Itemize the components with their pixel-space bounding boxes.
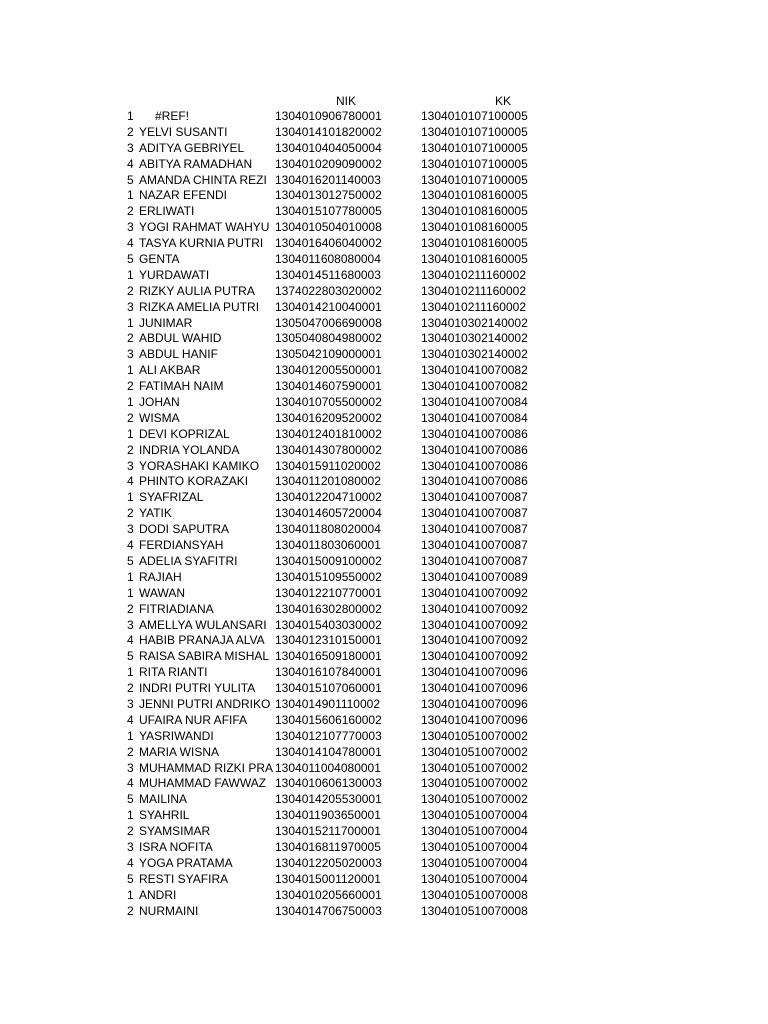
row-kk: 1304010302140002: [421, 315, 528, 330]
row-number: 5: [127, 172, 134, 187]
row-name: ANDRI: [139, 887, 177, 902]
row-number: 2: [127, 506, 134, 521]
row-nik: 1304011004080001: [275, 760, 381, 775]
row-kk: 1304010510070008: [421, 903, 528, 918]
row-name: DODI SAPUTRA: [139, 522, 230, 537]
row-nik: 1304015107060001: [275, 681, 382, 696]
table-row: [0, 490, 768, 506]
table-row: [0, 379, 768, 395]
table-row: [0, 681, 768, 697]
row-name: INDRIA YOLANDA: [139, 442, 240, 457]
row-kk: 1304010107100005: [421, 109, 528, 123]
row-name: AMELLYA WULANSARI: [139, 617, 267, 632]
row-kk: 1304010410070087: [421, 538, 528, 553]
row-kk: 1304010108160005: [421, 220, 528, 235]
data-rows: [0, 109, 768, 919]
row-number: 1: [127, 728, 134, 743]
row-nik: 1304012210770001: [275, 585, 382, 600]
row-name: SYAFRIZAL: [139, 490, 204, 505]
table-row: [0, 236, 768, 252]
row-nik: 1304011808020004: [275, 522, 381, 537]
row-number: 1: [127, 188, 134, 203]
row-number: 2: [127, 283, 134, 298]
row-number: 1: [127, 569, 134, 584]
row-nik: 1304014104780001: [275, 744, 382, 759]
row-name: FITRIADIANA: [139, 601, 214, 616]
row-name: FATIMAH NAIM: [139, 379, 224, 394]
row-number: 1: [127, 887, 134, 902]
row-number: 1: [127, 808, 134, 823]
row-nik: 1304014607590001: [275, 379, 382, 394]
row-number: 1: [127, 363, 134, 378]
table-row: [0, 173, 768, 189]
row-nik: 1304010504010008: [275, 220, 382, 235]
table-row: [0, 427, 768, 443]
row-nik: 1304012205020003: [275, 855, 382, 870]
table-row: [0, 331, 768, 347]
header-nik: NIK: [336, 94, 357, 108]
table-row: [0, 109, 768, 125]
table-row: [0, 808, 768, 824]
row-kk: 1304010410070092: [421, 601, 528, 616]
row-name: RIZKA AMELIA PUTRI: [139, 299, 260, 314]
row-nik: 1304015107780005: [275, 204, 382, 219]
table-row: [0, 363, 768, 379]
row-name: ABITYA RAMADHAN: [139, 156, 253, 171]
row-nik: 1304011903650001: [275, 808, 381, 823]
row-number: 1: [127, 395, 134, 410]
row-kk: 1304010510070004: [421, 839, 528, 854]
row-name: UFAIRA NUR AFIFA: [139, 712, 248, 727]
row-name: WISMA: [139, 410, 180, 425]
row-name: ISRA NOFITA: [139, 839, 213, 854]
table-row: [0, 618, 768, 634]
row-nik: 1304015009100002: [275, 553, 382, 568]
row-nik: 1304010906780001: [275, 109, 382, 123]
row-kk: 1304010410070084: [421, 395, 528, 410]
row-nik: 1304012107770003: [275, 728, 382, 743]
table-row: [0, 745, 768, 761]
row-kk: 1304010510070002: [421, 776, 528, 791]
row-kk: 1304010410070096: [421, 696, 528, 711]
row-name: RESTI SYAFIRA: [139, 871, 229, 886]
row-number: 5: [127, 252, 134, 267]
row-number: 1: [127, 109, 134, 123]
row-number: 1: [127, 490, 134, 505]
row-number: 3: [127, 760, 134, 775]
row-nik: 1304012310150001: [275, 633, 382, 648]
row-kk: 1304010410070087: [421, 490, 528, 505]
row-nik: 1304014706750003: [275, 903, 382, 918]
row-kk: 1304010410070096: [421, 665, 528, 680]
row-nik: 1304010705500002: [275, 395, 382, 410]
row-name: ADELIA SYAFITRI: [139, 553, 238, 568]
row-nik: 1304015109550002: [275, 569, 382, 584]
table-row: [0, 220, 768, 236]
table-row: [0, 506, 768, 522]
table-row: [0, 761, 768, 777]
table-row: [0, 904, 768, 920]
table-row: [0, 872, 768, 888]
row-number: 5: [127, 649, 134, 664]
table-row: [0, 570, 768, 586]
row-kk: 1304010410070084: [421, 410, 528, 425]
row-nik: 1304015001120001: [275, 871, 381, 886]
table-row: [0, 586, 768, 602]
row-name: RAJIAH: [139, 569, 182, 584]
table-row: [0, 141, 768, 157]
row-number: 3: [127, 220, 134, 235]
row-nik: 1304016509180001: [275, 649, 382, 664]
row-nik: 1304016209520002: [275, 410, 382, 425]
table-row: [0, 157, 768, 173]
row-number: 3: [127, 347, 134, 362]
table-row: [0, 554, 768, 570]
row-nik: 1304014511680003: [275, 267, 381, 282]
row-kk: 1304010410070092: [421, 585, 528, 600]
row-name: RITA RIANTI: [139, 665, 208, 680]
row-name: FERDIANSYAH: [139, 538, 224, 553]
row-nik: 1304010209090002: [275, 156, 382, 171]
row-number: 3: [127, 839, 134, 854]
row-name: YURDAWATI: [139, 267, 210, 282]
row-kk: 1304010108160005: [421, 252, 528, 267]
row-name: SYAMSIMAR: [139, 824, 211, 839]
table-row: [0, 888, 768, 904]
table-row: [0, 665, 768, 681]
row-kk: 1304010410070082: [421, 363, 528, 378]
row-number: 3: [127, 522, 134, 537]
row-nik: 1304014101820002: [275, 124, 382, 139]
header-kk: KK: [495, 94, 512, 108]
row-number: 2: [127, 601, 134, 616]
row-kk: 1304010302140002: [421, 347, 528, 362]
row-number: 4: [127, 474, 134, 489]
row-number: 3: [127, 299, 134, 314]
row-nik: 1304016107840001: [275, 665, 382, 680]
row-kk: 1304010510070004: [421, 855, 528, 870]
row-name: PHINTO KORAZAKI: [139, 474, 249, 489]
table-row: [0, 268, 768, 284]
row-number: 4: [127, 855, 134, 870]
row-number: 1: [127, 315, 134, 330]
table-row: [0, 443, 768, 459]
table-row: [0, 713, 768, 729]
row-kk: 1304010107100005: [421, 140, 528, 155]
row-number: 3: [127, 617, 134, 632]
row-nik: 1304012204710002: [275, 490, 382, 505]
row-number: 1: [127, 426, 134, 441]
row-number: 4: [127, 538, 134, 553]
row-kk: 1304010410070087: [421, 506, 528, 521]
row-nik: 1304016302800002: [275, 601, 382, 616]
row-kk: 1304010510070004: [421, 824, 528, 839]
row-kk: 1304010108160005: [421, 188, 528, 203]
row-nik: 1304016406040002: [275, 236, 382, 251]
row-kk: 1304010410070086: [421, 474, 528, 489]
row-number: 4: [127, 712, 134, 727]
row-nik: 1304012401810002: [275, 426, 382, 441]
row-name: MAILINA: [139, 792, 188, 807]
row-name: YATIK: [139, 506, 172, 521]
row-nik: 1304011803060001: [275, 538, 381, 553]
row-kk: 1304010510070008: [421, 887, 528, 902]
row-name: NURMAINI: [139, 903, 199, 918]
row-name: RAISA SABIRA MISHAL: [139, 649, 270, 664]
row-kk: 1304010510070002: [421, 744, 528, 759]
table-row: [0, 776, 768, 792]
row-number: 5: [127, 792, 134, 807]
row-name: ALI AKBAR: [139, 363, 201, 378]
row-kk: 1304010107100005: [421, 156, 528, 171]
row-name: ABDUL WAHID: [139, 331, 222, 346]
row-name: JENNI PUTRI ANDRIKO: [139, 696, 271, 711]
table-row: [0, 411, 768, 427]
row-kk: 1304010410070086: [421, 426, 528, 441]
row-nik: 1304012005500001: [275, 363, 382, 378]
row-number: 2: [127, 204, 134, 219]
row-name: WAWAN: [139, 585, 185, 600]
table-row: [0, 188, 768, 204]
table-row: [0, 840, 768, 856]
row-nik: 1304011201080002: [275, 474, 381, 489]
row-name: ADITYA GEBRIYEL: [139, 140, 245, 155]
row-kk: 1304010108160005: [421, 236, 528, 251]
row-nik: 1304011608080004: [275, 252, 381, 267]
row-kk: 1304010211160002: [421, 283, 526, 298]
row-number: 1: [127, 267, 134, 282]
row-nik: 1304014205530001: [275, 792, 382, 807]
row-number: 2: [127, 410, 134, 425]
row-kk: 1304010410070087: [421, 522, 528, 537]
table-row: [0, 316, 768, 332]
row-name: ABDUL HANIF: [139, 347, 218, 362]
table-row: [0, 300, 768, 316]
row-name: AMANDA CHINTA REZI: [139, 172, 267, 187]
row-number: 1: [127, 665, 134, 680]
row-number: 3: [127, 458, 134, 473]
row-name: INDRI PUTRI YULITA: [139, 681, 256, 696]
table-row: [0, 284, 768, 300]
table-row: [0, 824, 768, 840]
table-row: [0, 538, 768, 554]
row-nik: 1305040804980002: [275, 331, 382, 346]
row-nik: 1304015911020002: [275, 458, 381, 473]
row-kk: 1304010410070096: [421, 681, 528, 696]
row-kk: 1304010107100005: [421, 124, 528, 139]
row-name: YASRIWANDI: [139, 728, 214, 743]
row-kk: 1304010302140002: [421, 331, 528, 346]
table-row: [0, 125, 768, 141]
row-name: GENTA: [139, 252, 180, 267]
table-row: [0, 459, 768, 475]
row-kk: 1304010107100005: [421, 172, 528, 187]
row-kk: 1304010108160005: [421, 204, 528, 219]
row-number: 2: [127, 124, 134, 139]
row-nik: 1304013012750002: [275, 188, 382, 203]
row-number: 2: [127, 442, 134, 457]
row-kk: 1304010510070004: [421, 808, 528, 823]
row-kk: 1304010211160002: [421, 267, 526, 282]
row-nik: 1304014307800002: [275, 442, 382, 457]
row-number: 2: [127, 824, 134, 839]
row-kk: 1304010410070086: [421, 442, 528, 457]
row-nik: 1304010606130003: [275, 776, 382, 791]
row-kk: 1304010510070004: [421, 871, 528, 886]
row-name: RIZKY AULIA PUTRA: [139, 283, 255, 298]
row-nik: 1304014605720004: [275, 506, 382, 521]
row-nik: 1304010404050004: [275, 140, 382, 155]
row-name: SYAHRIL: [139, 808, 190, 823]
row-name: #REF!: [155, 109, 190, 123]
row-nik: 1374022803020002: [275, 283, 382, 298]
row-kk: 1304010211160002: [421, 299, 526, 314]
row-nik: 1304014901110002: [275, 696, 380, 711]
row-kk: 1304010510070002: [421, 792, 528, 807]
row-nik: 1305042109000001: [275, 347, 382, 362]
row-kk: 1304010410070092: [421, 617, 528, 632]
row-nik: 1304016811970005: [275, 839, 381, 854]
table-row: [0, 204, 768, 220]
row-number: 4: [127, 776, 134, 791]
row-kk: 1304010410070092: [421, 649, 528, 664]
row-number: 3: [127, 696, 134, 711]
row-name: JOHAN: [139, 395, 180, 410]
row-nik: 1304014210040001: [275, 299, 382, 314]
row-name: YOGI RAHMAT WAHYU: [139, 220, 270, 235]
table-row: [0, 522, 768, 538]
row-nik: 1305047006690008: [275, 315, 382, 330]
row-kk: 1304010510070002: [421, 760, 528, 775]
row-number: 5: [127, 871, 134, 886]
row-number: 2: [127, 744, 134, 759]
table-row: [0, 697, 768, 713]
row-number: 4: [127, 236, 134, 251]
row-kk: 1304010410070096: [421, 712, 528, 727]
row-kk: 1304010410070082: [421, 379, 528, 394]
row-nik: 1304015211700001: [275, 824, 381, 839]
row-name: YORASHAKI KAMIKO: [139, 458, 260, 473]
row-number: 4: [127, 633, 134, 648]
row-kk: 1304010410070086: [421, 458, 528, 473]
row-name: YELVI SUSANTI: [139, 124, 228, 139]
row-kk: 1304010410070089: [421, 569, 528, 584]
row-name: MUHAMMAD RIZKI PRA: [139, 760, 274, 775]
row-nik: 1304016201140003: [275, 172, 381, 187]
row-kk: 1304010510070002: [421, 728, 528, 743]
row-name: JUNIMAR: [139, 315, 193, 330]
row-name: YOGA PRATAMA: [139, 855, 233, 870]
row-number: 1: [127, 585, 134, 600]
row-number: 2: [127, 903, 134, 918]
table-row: [0, 602, 768, 618]
table-row: [0, 729, 768, 745]
table-row: [0, 649, 768, 665]
row-name: ERLIWATI: [139, 204, 195, 219]
table-row: [0, 252, 768, 268]
row-name: MUHAMMAD FAWWAZ: [139, 776, 267, 791]
row-name: NAZAR EFENDI: [139, 188, 228, 203]
table-row: [0, 856, 768, 872]
row-nik: 1304015403030002: [275, 617, 382, 632]
table-row: [0, 395, 768, 411]
row-name: MARIA WISNA: [139, 744, 220, 759]
row-name: TASYA KURNIA PUTRI: [139, 236, 264, 251]
row-nik: 1304015606160002: [275, 712, 382, 727]
row-number: 2: [127, 331, 134, 346]
row-name: HABIB PRANAJA ALVA: [139, 633, 265, 648]
row-number: 4: [127, 156, 134, 171]
row-kk: 1304010410070092: [421, 633, 528, 648]
row-name: DEVI KOPRIZAL: [139, 426, 230, 441]
row-nik: 1304010205660001: [275, 887, 382, 902]
row-number: 2: [127, 681, 134, 696]
row-number: 2: [127, 379, 134, 394]
row-number: 3: [127, 140, 134, 155]
table-row: [0, 474, 768, 490]
table-row: [0, 792, 768, 808]
row-kk: 1304010410070087: [421, 553, 528, 568]
table-row: [0, 347, 768, 363]
row-number: 5: [127, 553, 134, 568]
table-row: [0, 633, 768, 649]
